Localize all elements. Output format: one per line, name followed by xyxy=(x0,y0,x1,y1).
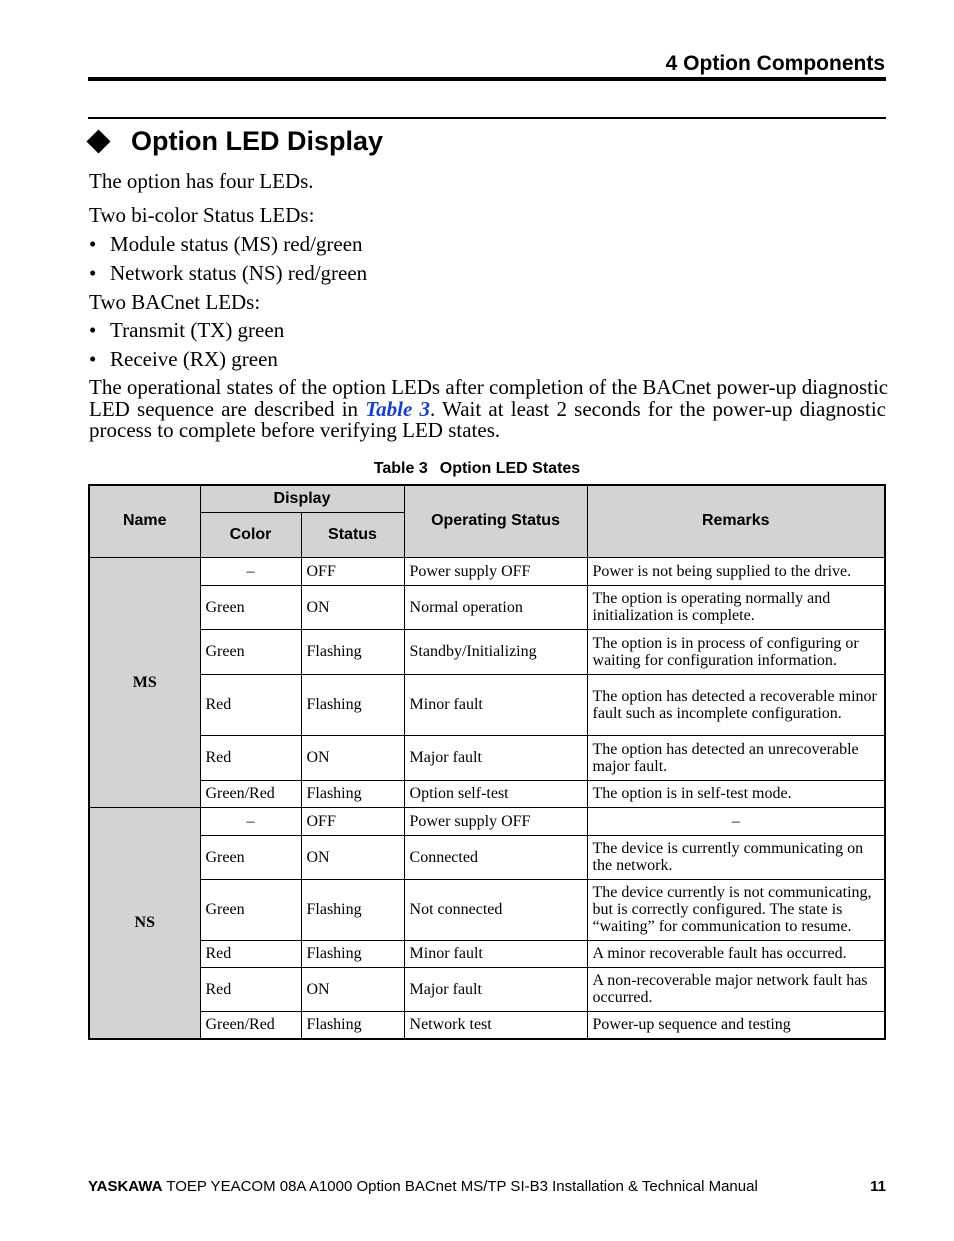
table-row xyxy=(89,967,885,1011)
color-cell: Red xyxy=(200,735,301,780)
operating-cell: Major fault xyxy=(404,967,587,1011)
color-cell: Green/Red xyxy=(200,780,301,807)
remarks-cell: Power is not being supplied to the drive. xyxy=(587,557,885,585)
page-footer xyxy=(88,1178,886,1195)
header-name: Name xyxy=(89,485,200,557)
color-cell: Red xyxy=(200,674,301,735)
description-paragraph: The operational states of the option LEDs after completion of the BACnet power-up diagnostic LED sequence are described in Table 3. Wait at least 2 seconds for the power-up diagnostic process to complete before verifying LED states. xyxy=(89,375,889,442)
operating-cell: Network test xyxy=(404,1011,587,1039)
operating-cell: Power supply OFF xyxy=(404,557,587,585)
table-row xyxy=(89,557,885,585)
status-cell: Flashing xyxy=(301,940,404,967)
status-leds-text: Two bi-color Status LEDs: xyxy=(89,203,315,227)
header-color: Color xyxy=(200,512,301,557)
color-cell: Green/Red xyxy=(200,1011,301,1039)
table-row xyxy=(89,585,885,629)
table-row xyxy=(89,780,885,807)
operating-cell: Minor fault xyxy=(404,940,587,967)
status-cell: Flashing xyxy=(301,1011,404,1039)
remarks-cell: The option has detected a recoverable minor fault such as incomplete configuration. xyxy=(587,674,885,735)
operating-cell: Not connected xyxy=(404,879,587,940)
table-row xyxy=(89,940,885,967)
intro-text: The option has four LEDs. xyxy=(89,169,314,193)
section-heading xyxy=(84,122,383,160)
color-cell: – xyxy=(200,557,301,585)
color-cell: Green xyxy=(200,629,301,674)
status-cell: ON xyxy=(301,585,404,629)
list-item: • Module status (MS) red/green xyxy=(89,232,363,256)
color-cell: Red xyxy=(200,940,301,967)
header-rule xyxy=(88,77,886,81)
operating-cell: Minor fault xyxy=(404,674,587,735)
remarks-cell: A non-recoverable major network fault has occurred. xyxy=(587,967,885,1011)
footer-title: YASKAWA TOEP YEACOM 08A A1000 Option BACnet MS/TP SI-B3 Installation & Technical Manual xyxy=(88,1178,758,1195)
remarks-cell: The option is in self-test mode. xyxy=(587,780,885,807)
remarks-cell: Power-up sequence and testing xyxy=(587,1011,885,1039)
table-row xyxy=(89,835,885,879)
page-title: Option LED Display xyxy=(131,125,384,156)
remarks-cell: The option is operating normally and initialization is complete. xyxy=(587,585,885,629)
remarks-cell: The device currently is not communicating, but is correctly configured. The state is “waiting” for communication to resume. xyxy=(587,879,885,940)
status-cell: Flashing xyxy=(301,780,404,807)
color-cell: Green xyxy=(200,835,301,879)
table-caption: Table 3 Option LED States xyxy=(373,460,581,477)
table-row xyxy=(89,879,885,940)
remarks-cell: The device is currently communicating on the network. xyxy=(587,835,885,879)
section-rule xyxy=(88,117,886,119)
bacnet-leds-text: Two BACnet LEDs: xyxy=(89,290,261,314)
color-cell: Red xyxy=(200,967,301,1011)
table-row xyxy=(89,807,885,835)
led-name-cell: NS xyxy=(89,807,200,1039)
list-item: • Network status (NS) red/green xyxy=(89,261,368,285)
page-number: 11 xyxy=(870,1178,886,1195)
header-remarks: Remarks xyxy=(587,485,885,557)
status-cell: ON xyxy=(301,735,404,780)
status-cell: Flashing xyxy=(301,674,404,735)
operating-cell: Major fault xyxy=(404,735,587,780)
table-row xyxy=(89,1011,885,1039)
led-name-cell: MS xyxy=(89,557,200,807)
operating-cell: Power supply OFF xyxy=(404,807,587,835)
table-3-link[interactable]: Table 3 xyxy=(365,396,430,421)
led-states-table xyxy=(88,484,886,1040)
status-cell: OFF xyxy=(301,557,404,585)
color-cell: Green xyxy=(200,879,301,940)
remarks-cell: A minor recoverable fault has occurred. xyxy=(587,940,885,967)
operating-cell: Connected xyxy=(404,835,587,879)
list-item: • Receive (RX) green xyxy=(89,347,278,371)
section-header: 4 Option Components xyxy=(665,52,885,75)
operating-cell: Standby/Initializing xyxy=(404,629,587,674)
remarks-cell: The option has detected an unrecoverable major fault. xyxy=(587,735,885,780)
table-body xyxy=(89,557,885,1039)
operating-cell: Normal operation xyxy=(404,585,587,629)
status-cell: ON xyxy=(301,967,404,1011)
diamond-bullet-icon xyxy=(86,129,110,153)
color-cell: Green xyxy=(200,585,301,629)
table-row xyxy=(89,674,885,735)
header-display: Display xyxy=(200,485,404,512)
header-operating-status: Operating Status xyxy=(404,485,587,557)
status-cell: Flashing xyxy=(301,629,404,674)
color-cell: – xyxy=(200,807,301,835)
table-row xyxy=(89,629,885,674)
remarks-cell: – xyxy=(587,807,885,835)
status-cell: ON xyxy=(301,835,404,879)
list-item: • Transmit (TX) green xyxy=(89,318,285,342)
remarks-cell: The option is in process of configuring or waiting for configuration information. xyxy=(587,629,885,674)
header-status: Status xyxy=(301,512,404,557)
status-cell: OFF xyxy=(301,807,404,835)
table-row xyxy=(89,735,885,780)
status-cell: Flashing xyxy=(301,879,404,940)
operating-cell: Option self-test xyxy=(404,780,587,807)
